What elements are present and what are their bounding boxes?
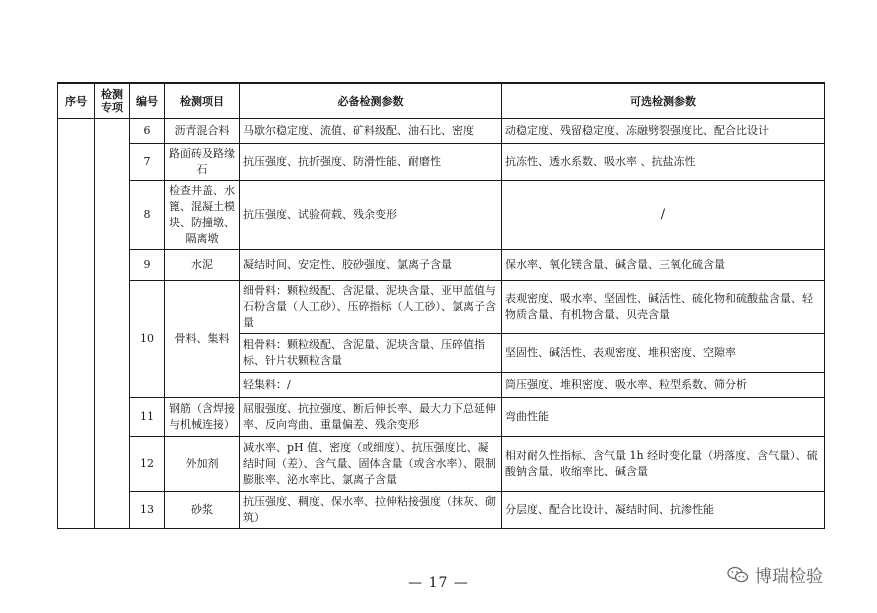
optional-params-cell: 动稳定度、残留稳定度、冻融劈裂强度比、配合比设计 xyxy=(502,119,825,144)
watermark xyxy=(727,562,823,587)
page-number: — 17 — xyxy=(408,575,469,591)
required-params-cell: 凝结时间、安定性、胶砂强度、氯离子含量 xyxy=(240,250,502,281)
required-params-cell: 抗压强度、稠度、保水率、拉伸粘接强度（抹灰、砌筑） xyxy=(240,492,502,529)
optional-params-cell: 弯曲性能 xyxy=(502,398,825,437)
test-item-cell: 沥青混合料 xyxy=(165,119,240,144)
test-item-cell: 骨料、集料 xyxy=(165,281,240,398)
header-code: 编号 xyxy=(130,83,165,119)
required-params-cell: 粗骨料：颗粒级配、含泥量、泥块含量、压碎值指标、针片状颗粒含量 xyxy=(240,334,502,373)
optional-params-cell: 相对耐久性指标、含气量 1h 经时变化量（坍落度、含气量）、硫酸钠含量、收缩率比、碱含量 xyxy=(502,437,825,492)
seq-cell xyxy=(58,119,95,529)
header-seq: 序号 xyxy=(58,83,95,119)
optional-params-cell: / xyxy=(502,181,825,250)
required-params-cell: 细骨料：颗粒级配、含泥量、泥块含量、亚甲蓝值与石粉含量（人工砂）、压碎指标（人工砂）、氯离子含量 xyxy=(240,281,502,334)
header-optional-params: 可选检测参数 xyxy=(502,83,825,119)
table-row xyxy=(58,119,825,144)
test-item-cell: 外加剂 xyxy=(165,437,240,492)
table-row xyxy=(58,181,825,250)
table-row xyxy=(58,144,825,181)
code-cell: 13 xyxy=(130,492,165,529)
header-category: 检测专项 xyxy=(95,83,130,119)
required-params-cell: 马歇尔稳定度、流值、矿料级配、油石比、密度 xyxy=(240,119,502,144)
optional-params-cell: 分层度、配合比设计、凝结时间、抗渗性能 xyxy=(502,492,825,529)
required-params-cell: 轻集料：/ xyxy=(240,373,502,398)
required-params-cell: 减水率、pH 值、密度（或细度）、抗压强度比、凝结时间（差）、含气量、固体含量（或含水率）、限制膨胀率、泌水率比、氯离子含量 xyxy=(240,437,502,492)
required-params-cell: 抗压强度、试验荷载、残余变形 xyxy=(240,181,502,250)
code-cell: 6 xyxy=(130,119,165,144)
table-row xyxy=(58,398,825,437)
code-cell: 11 xyxy=(130,398,165,437)
code-cell: 8 xyxy=(130,181,165,250)
watermark-text: 博瑞检验 xyxy=(755,567,823,587)
header-required-params: 必备检测参数 xyxy=(240,83,502,119)
table-row xyxy=(58,250,825,281)
header-test-item: 检测项目 xyxy=(165,83,240,119)
optional-params-cell: 保水率、氧化镁含量、碱含量、三氧化硫含量 xyxy=(502,250,825,281)
code-cell: 9 xyxy=(130,250,165,281)
test-item-cell: 钢筋（含焊接与机械连接） xyxy=(165,398,240,437)
category-cell xyxy=(95,119,130,529)
required-params-cell: 屈服强度、抗拉强度、断后伸长率、最大力下总延伸率、反向弯曲、重量偏差、残余变形 xyxy=(240,398,502,437)
table-row xyxy=(58,281,825,334)
code-cell: 12 xyxy=(130,437,165,492)
optional-params-cell: 筒压强度、堆积密度、吸水率、粒型系数、筛分析 xyxy=(502,373,825,398)
optional-params-cell: 表观密度、吸水率、坚固性、碱活性、硫化物和硫酸盐含量、轻物质含量、有机物含量、贝壳含量 xyxy=(502,281,825,334)
optional-params-cell: 抗冻性、透水系数、吸水率 、抗盐冻性 xyxy=(502,144,825,181)
table-header-row xyxy=(58,83,825,119)
required-params-cell: 抗压强度、抗折强度、防滑性能、耐磨性 xyxy=(240,144,502,181)
test-item-cell: 砂浆 xyxy=(165,492,240,529)
test-item-cell: 路面砖及路缘石 xyxy=(165,144,240,181)
code-cell: 10 xyxy=(130,281,165,398)
optional-params-cell: 坚固性、碱活性、表观密度、堆积密度、空隙率 xyxy=(502,334,825,373)
test-item-cell: 水泥 xyxy=(165,250,240,281)
test-parameters-table xyxy=(57,82,825,529)
test-item-cell: 检查井盖、水篦、混凝土模块、防撞墩、隔离墩 xyxy=(165,181,240,250)
code-cell: 7 xyxy=(130,144,165,181)
table-row xyxy=(58,437,825,492)
chat-bubble-icon xyxy=(727,565,749,585)
table-row xyxy=(58,492,825,529)
